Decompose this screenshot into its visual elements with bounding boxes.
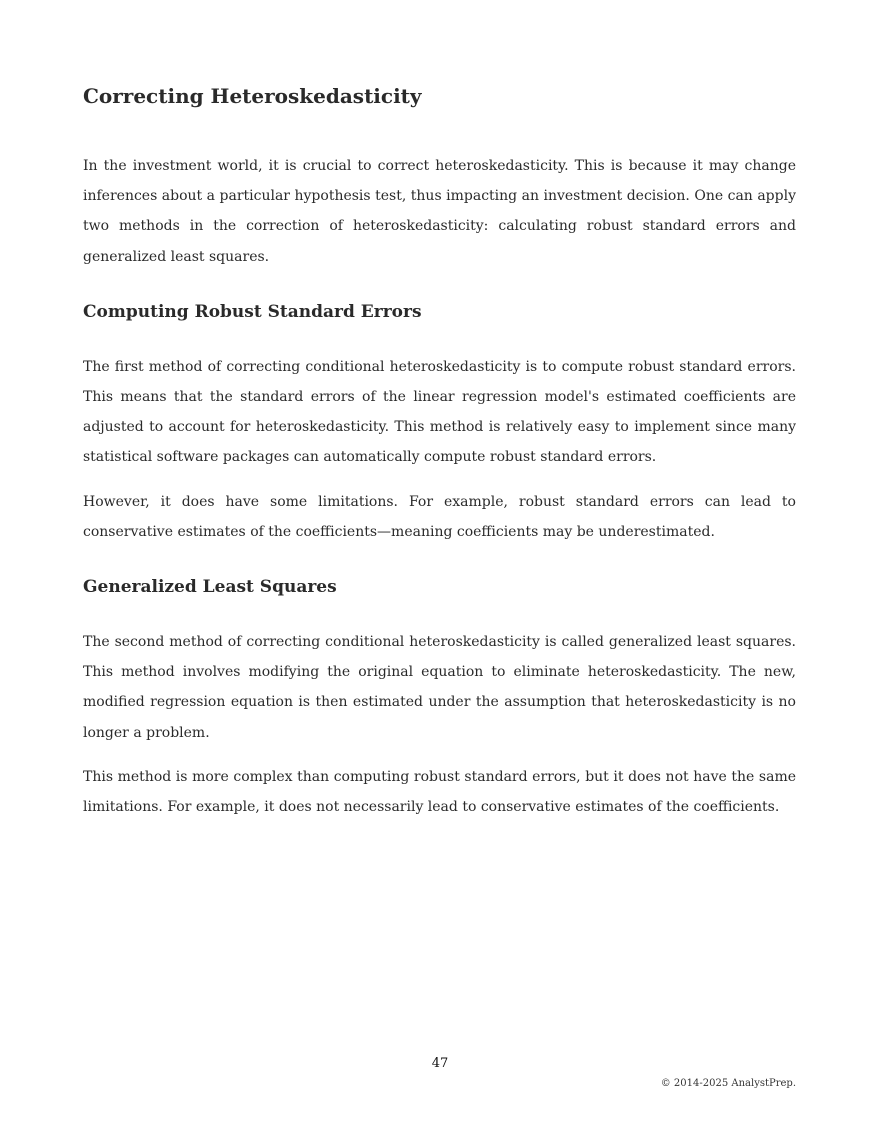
section-robust-standard-errors	[83, 300, 796, 547]
paragraph: The first method of correcting conditional heteroskedasticity is to compute robust standard errors. This means that the standard errors of the linear regression model's estimated coefficients are adjusted to account for heteroskedasticity. This method is relatively easy to implement since many statistical software packages can automatically compute robust standard errors.	[83, 358, 796, 466]
paragraph: The second method of correcting conditional heteroskedasticity is called generalized least squares. This method involves modifying the original equation to eliminate heteroskedasticity. The new, modified regression equation is then estimated under the assumption that heteroskedasticity is no longer a problem.	[83, 634, 796, 741]
page-title: Correcting Heteroskedasticity	[83, 84, 422, 108]
section-generalized-least-squares	[83, 575, 796, 822]
section-heading: Generalized Least Squares	[83, 577, 337, 598]
intro-paragraph: In the investment world, it is crucial to correct heteroskedasticity. This is because it may change inferences about a particular hypothesis test, thus impacting an investment decision. One can apply two methods in the correction of heteroskedasticity: calculating robust standard errors and generalized least squares.	[83, 158, 796, 265]
paragraph: However, it does have some limitations. For example, robust standard errors can lead to conservative estimates of the coefficients—meaning coefficients may be underestimated.	[83, 493, 796, 540]
document-body	[83, 82, 796, 836]
paragraph: This method is more complex than computing robust standard errors, but it does not have the same limitations. For example, it does not necessarily lead to conservative estimates of the coefficients.	[83, 768, 796, 816]
page-number: 47	[431, 1056, 449, 1071]
section-heading: Computing Robust Standard Errors	[83, 301, 422, 322]
copyright-notice: © 2014-2025 AnalystPrep.	[660, 1078, 796, 1089]
